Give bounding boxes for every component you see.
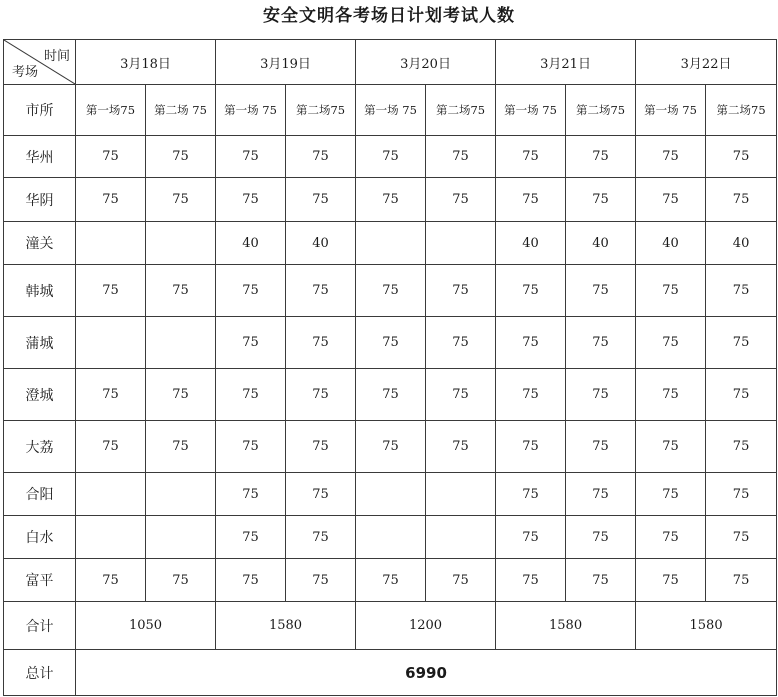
count-cell: 75 (216, 369, 286, 421)
count-cell: 75 (216, 136, 286, 178)
subtotal-value-cell: 1580 (636, 602, 777, 650)
session-header-cell: 第一场75 (76, 85, 146, 136)
corner-header-cell (4, 40, 76, 85)
count-cell: 75 (636, 178, 706, 222)
count-cell: 75 (566, 516, 636, 559)
count-cell (426, 473, 496, 516)
table-row (4, 136, 777, 178)
grand-total-row (4, 650, 777, 696)
count-cell: 40 (636, 222, 706, 265)
count-cell: 75 (286, 265, 356, 317)
count-cell: 75 (636, 369, 706, 421)
venue-name-cell: 富平 (4, 559, 76, 602)
session-header-cell: 第二场75 (426, 85, 496, 136)
session-header-row (4, 85, 777, 136)
count-cell: 75 (426, 559, 496, 602)
count-cell: 75 (496, 136, 566, 178)
session-header-cell: 第二场75 (286, 85, 356, 136)
venue-name-cell: 潼关 (4, 222, 76, 265)
subtotal-value-cell: 1050 (76, 602, 216, 650)
count-cell: 75 (76, 178, 146, 222)
count-cell: 75 (706, 317, 777, 369)
grand-total-value: 6990 (76, 650, 777, 696)
date-header-cell: 3月20日 (356, 40, 496, 85)
count-cell: 75 (566, 317, 636, 369)
count-cell: 75 (216, 317, 286, 369)
count-cell: 75 (706, 369, 777, 421)
table-row (4, 421, 777, 473)
count-cell: 75 (636, 559, 706, 602)
count-cell: 75 (76, 369, 146, 421)
count-cell: 75 (146, 369, 216, 421)
row-header-label: 市所 (4, 85, 76, 136)
count-cell: 75 (146, 265, 216, 317)
count-cell: 75 (496, 473, 566, 516)
exam-schedule-table (3, 39, 777, 696)
count-cell (146, 222, 216, 265)
venue-name-cell: 合阳 (4, 473, 76, 516)
count-cell: 75 (566, 473, 636, 516)
count-cell: 75 (706, 421, 777, 473)
count-cell: 75 (216, 516, 286, 559)
date-header-row (4, 40, 777, 85)
count-cell: 75 (356, 317, 426, 369)
count-cell: 75 (356, 559, 426, 602)
count-cell: 75 (566, 559, 636, 602)
session-header-cell: 第二场75 (706, 85, 777, 136)
count-cell (146, 317, 216, 369)
session-header-cell: 第一场 75 (496, 85, 566, 136)
date-header-cell: 3月18日 (76, 40, 216, 85)
count-cell: 40 (286, 222, 356, 265)
count-cell: 75 (426, 369, 496, 421)
count-cell: 75 (706, 136, 777, 178)
table-row (4, 473, 777, 516)
count-cell (76, 317, 146, 369)
count-cell: 75 (496, 265, 566, 317)
corner-time-label: 时间 (43, 49, 70, 64)
count-cell: 75 (566, 265, 636, 317)
count-cell: 75 (286, 317, 356, 369)
count-cell: 75 (286, 516, 356, 559)
count-cell: 75 (286, 136, 356, 178)
count-cell: 75 (286, 559, 356, 602)
venue-name-cell: 大荔 (4, 421, 76, 473)
subtotal-value-cell: 1580 (216, 602, 356, 650)
count-cell: 75 (356, 421, 426, 473)
count-cell: 75 (566, 178, 636, 222)
table-row (4, 317, 777, 369)
count-cell: 75 (636, 421, 706, 473)
date-header-cell: 3月21日 (496, 40, 636, 85)
session-header-cell: 第二场75 (566, 85, 636, 136)
count-cell: 75 (636, 265, 706, 317)
table-row (4, 559, 777, 602)
count-cell: 75 (496, 369, 566, 421)
count-cell: 75 (496, 559, 566, 602)
count-cell: 75 (706, 559, 777, 602)
count-cell: 75 (706, 516, 777, 559)
count-cell (76, 473, 146, 516)
count-cell: 75 (356, 136, 426, 178)
count-cell: 75 (286, 421, 356, 473)
count-cell: 75 (566, 136, 636, 178)
count-cell: 75 (286, 369, 356, 421)
count-cell: 75 (286, 473, 356, 516)
count-cell: 75 (636, 136, 706, 178)
count-cell: 75 (706, 473, 777, 516)
count-cell: 75 (356, 265, 426, 317)
count-cell: 75 (356, 178, 426, 222)
count-cell: 40 (216, 222, 286, 265)
count-cell: 75 (706, 265, 777, 317)
count-cell: 75 (566, 369, 636, 421)
count-cell: 75 (76, 136, 146, 178)
count-cell: 75 (636, 317, 706, 369)
venue-name-cell: 韩城 (4, 265, 76, 317)
subtotal-row (4, 602, 777, 650)
count-cell: 75 (426, 136, 496, 178)
count-cell: 75 (426, 317, 496, 369)
venue-name-cell: 华州 (4, 136, 76, 178)
session-header-cell: 第二场 75 (146, 85, 216, 136)
count-cell: 75 (496, 317, 566, 369)
count-cell: 40 (566, 222, 636, 265)
count-cell (426, 222, 496, 265)
count-cell: 75 (636, 473, 706, 516)
subtotal-value-cell: 1200 (356, 602, 496, 650)
count-cell (76, 516, 146, 559)
venue-name-cell: 澄城 (4, 369, 76, 421)
table-row (4, 222, 777, 265)
count-cell: 75 (76, 421, 146, 473)
count-cell: 75 (216, 265, 286, 317)
count-cell (356, 222, 426, 265)
table-row (4, 516, 777, 559)
count-cell: 75 (636, 516, 706, 559)
grand-total-label: 总计 (4, 650, 76, 696)
count-cell: 40 (496, 222, 566, 265)
session-header-cell: 第一场 75 (636, 85, 706, 136)
count-cell: 75 (216, 559, 286, 602)
count-cell (426, 516, 496, 559)
session-header-cell: 第一场 75 (356, 85, 426, 136)
corner-venue-label: 考场 (12, 65, 39, 80)
count-cell (356, 516, 426, 559)
count-cell: 75 (426, 421, 496, 473)
count-cell: 75 (216, 473, 286, 516)
subtotal-value-cell: 1580 (496, 602, 636, 650)
count-cell (76, 222, 146, 265)
count-cell: 75 (216, 178, 286, 222)
venue-name-cell: 华阴 (4, 178, 76, 222)
count-cell: 75 (146, 178, 216, 222)
date-header-cell: 3月19日 (216, 40, 356, 85)
subtotal-label: 合计 (4, 602, 76, 650)
count-cell (356, 473, 426, 516)
count-cell: 75 (216, 421, 286, 473)
session-header-cell: 第一场 75 (216, 85, 286, 136)
count-cell: 40 (706, 222, 777, 265)
count-cell (146, 516, 216, 559)
venue-name-cell: 蒲城 (4, 317, 76, 369)
count-cell (146, 473, 216, 516)
count-cell: 75 (496, 516, 566, 559)
count-cell: 75 (146, 136, 216, 178)
count-cell: 75 (706, 178, 777, 222)
count-cell: 75 (356, 369, 426, 421)
count-cell: 75 (76, 559, 146, 602)
count-cell: 75 (286, 178, 356, 222)
count-cell: 75 (76, 265, 146, 317)
table-row (4, 178, 777, 222)
count-cell: 75 (146, 559, 216, 602)
count-cell: 75 (426, 178, 496, 222)
table-row (4, 265, 777, 317)
count-cell: 75 (146, 421, 216, 473)
count-cell: 75 (496, 421, 566, 473)
count-cell: 75 (426, 265, 496, 317)
date-header-cell: 3月22日 (636, 40, 777, 85)
venue-name-cell: 白水 (4, 516, 76, 559)
count-cell: 75 (496, 178, 566, 222)
table-row (4, 369, 777, 421)
page-title: 安全文明各考场日计划考试人数 (263, 6, 515, 26)
count-cell: 75 (566, 421, 636, 473)
